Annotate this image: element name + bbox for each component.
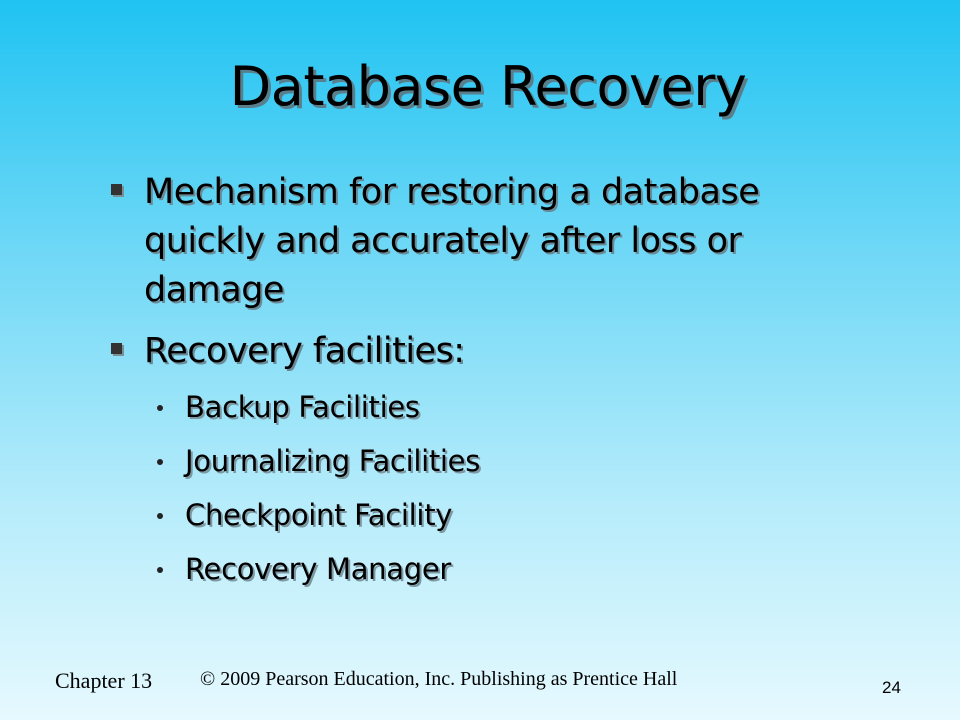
dot-bullet-icon (157, 567, 163, 573)
dot-bullet-icon (157, 459, 163, 465)
bullet-item (110, 168, 890, 315)
sub-bullet-list (157, 388, 890, 589)
footer-chapter: Chapter 13 (55, 668, 153, 693)
sub-bullet-text: Checkpoint Facility (185, 498, 453, 532)
dot-bullet-icon (157, 513, 163, 519)
dot-bullet-icon (157, 405, 163, 411)
sub-bullet-text: Journalizing Facilities (185, 444, 481, 478)
bullet-text: Recovery facilities: (144, 331, 465, 371)
page-number: 24 (882, 678, 901, 697)
sub-bullet-text: Recovery Manager (185, 552, 451, 586)
sub-bullet-item (157, 388, 890, 427)
sub-bullet-item (157, 496, 890, 535)
sub-bullet-item (157, 442, 890, 481)
square-bullet-icon (111, 184, 122, 195)
slide-title: Database Recovery (229, 55, 747, 118)
sub-bullet-text: Backup Facilities (185, 390, 420, 424)
square-bullet-icon (111, 343, 122, 354)
bullet-item (110, 327, 890, 376)
bullet-list (110, 168, 890, 604)
bullet-text: Mechanism for restoring a database quickly and accurately after loss or damage (144, 172, 760, 310)
footer-copyright: © 2009 Pearson Education, Inc. Publishing as Prentice Hall (200, 668, 678, 690)
sub-bullet-item (157, 550, 890, 589)
